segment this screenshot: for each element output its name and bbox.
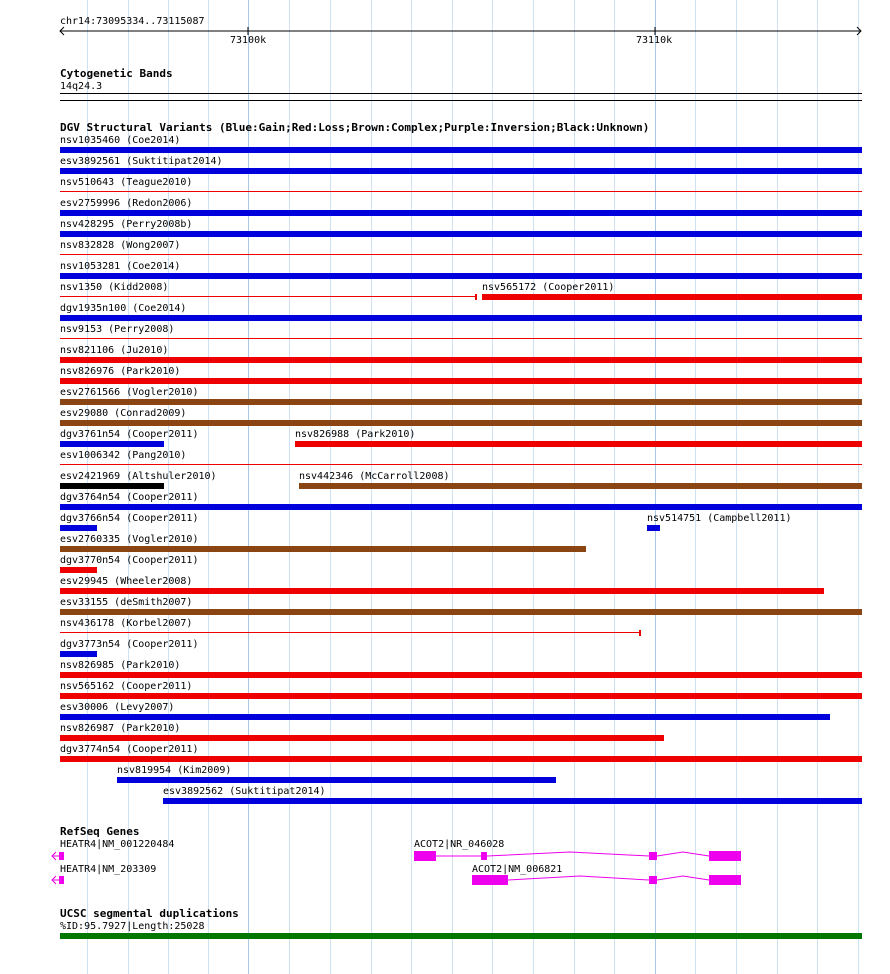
variant-label[interactable]: esv33155 (deSmith2007): [60, 597, 193, 608]
variant-label[interactable]: nsv514751 (Campbell2011): [647, 513, 792, 524]
variant-label[interactable]: esv2760335 (Vogler2010): [60, 534, 199, 545]
variant-label[interactable]: esv30006 (Levy2007): [60, 702, 175, 713]
variant-label[interactable]: nsv821106 (Ju2010): [60, 345, 169, 356]
variant-label[interactable]: nsv832828 (Wong2007): [60, 240, 181, 251]
variant-bar[interactable]: [163, 798, 862, 804]
variant-bar[interactable]: [60, 756, 862, 762]
variant-label[interactable]: dgv1935n100 (Coe2014): [60, 303, 187, 314]
gene-label[interactable]: ACOT2|NR_046028: [414, 839, 505, 850]
variant-bar[interactable]: [60, 210, 862, 216]
variant-bar[interactable]: [60, 609, 862, 615]
variant-bar[interactable]: [60, 231, 862, 237]
variant-bar[interactable]: [60, 420, 862, 426]
variant-label[interactable]: nsv819954 (Kim2009): [117, 765, 232, 776]
region-label: chr14:73095334..73115087: [60, 16, 205, 27]
cytoband-track-title: Cytogenetic Bands: [60, 67, 173, 80]
variant-label[interactable]: nsv565162 (Cooper2011): [60, 681, 193, 692]
segdup-bar[interactable]: [60, 933, 862, 939]
variant-bar[interactable]: [60, 168, 862, 174]
ruler-tick-label: 73110k: [636, 35, 673, 46]
gene-models[interactable]: [0, 846, 890, 891]
variant-label[interactable]: esv1006342 (Pang2010): [60, 450, 187, 461]
variant-label[interactable]: nsv1035460 (Coe2014): [60, 135, 181, 146]
variant-bar[interactable]: [299, 483, 862, 489]
variant-bar[interactable]: [60, 483, 164, 489]
gene-exon: [481, 852, 487, 860]
variant-bar[interactable]: [60, 338, 862, 339]
variant-label[interactable]: dgv3773n54 (Cooper2011): [60, 639, 199, 650]
variant-label[interactable]: nsv826988 (Park2010): [295, 429, 416, 440]
variant-bar[interactable]: [60, 588, 824, 594]
variant-bar[interactable]: [60, 315, 862, 321]
gene-intron: [487, 852, 649, 856]
variant-bar[interactable]: [60, 378, 862, 384]
variant-bar[interactable]: [60, 254, 862, 255]
variant-bar[interactable]: [60, 147, 862, 153]
variant-bar[interactable]: [60, 714, 830, 720]
variant-label[interactable]: nsv1053281 (Coe2014): [60, 261, 181, 272]
variant-label[interactable]: nsv9153 (Perry2008): [60, 324, 175, 335]
variant-label[interactable]: esv2421969 (Altshuler2010): [60, 471, 217, 482]
variant-endcap: [639, 630, 641, 636]
variant-bar[interactable]: [60, 672, 862, 678]
variant-label[interactable]: dgv3774n54 (Cooper2011): [60, 744, 199, 755]
gene-intron: [657, 852, 709, 856]
variant-bar[interactable]: [60, 525, 97, 531]
variant-label[interactable]: nsv826985 (Park2010): [60, 660, 181, 671]
variant-label[interactable]: esv29080 (Conrad2009): [60, 408, 187, 419]
variant-bar[interactable]: [60, 567, 97, 573]
variant-label[interactable]: nsv826976 (Park2010): [60, 366, 181, 377]
variant-bar[interactable]: [60, 399, 862, 405]
variant-bar[interactable]: [647, 525, 660, 531]
gene-intron: [657, 876, 709, 880]
cytoband-label: 14q24.3: [60, 81, 103, 92]
variant-bar[interactable]: [60, 296, 476, 297]
gene-exon: [709, 875, 741, 885]
variant-bar[interactable]: [60, 504, 862, 510]
gene-label[interactable]: HEATR4|NM_203309: [60, 864, 157, 875]
segdup-track-title: UCSC segmental duplications: [60, 907, 239, 920]
gene-label[interactable]: ACOT2|NM_006821: [472, 864, 563, 875]
variant-bar[interactable]: [60, 632, 640, 633]
variant-label[interactable]: nsv442346 (McCarroll2008): [299, 471, 450, 482]
variant-bar[interactable]: [60, 464, 862, 465]
variant-bar[interactable]: [60, 651, 97, 657]
variant-endcap: [475, 294, 477, 300]
variant-label[interactable]: nsv510643 (Teague2010): [60, 177, 193, 188]
segdup-label[interactable]: %ID:95.7927|Length:25028: [60, 921, 205, 932]
gene-exon: [649, 852, 657, 860]
variant-bar[interactable]: [60, 441, 164, 447]
variant-label[interactable]: esv2759996 (Redon2006): [60, 198, 193, 209]
variant-bar[interactable]: [60, 273, 862, 279]
gene-exon: [59, 876, 64, 884]
gene-exon: [709, 851, 741, 861]
variant-bar[interactable]: [60, 693, 862, 699]
variant-label[interactable]: nsv826987 (Park2010): [60, 723, 181, 734]
gene-exon: [414, 851, 436, 861]
variant-label[interactable]: nsv565172 (Cooper2011): [482, 282, 615, 293]
gene-intron: [508, 876, 649, 880]
variant-label[interactable]: dgv3766n54 (Cooper2011): [60, 513, 199, 524]
variant-bar[interactable]: [60, 546, 586, 552]
gene-label[interactable]: HEATR4|NM_001220484: [60, 839, 175, 850]
variant-bar[interactable]: [295, 441, 862, 447]
cytoband-line: [60, 100, 862, 101]
variant-label[interactable]: esv3892561 (Suktitipat2014): [60, 156, 223, 167]
variant-label[interactable]: nsv1350 (Kidd2008): [60, 282, 169, 293]
variant-label[interactable]: dgv3764n54 (Cooper2011): [60, 492, 199, 503]
variant-label[interactable]: esv2761566 (Vogler2010): [60, 387, 199, 398]
variant-bar[interactable]: [117, 777, 556, 783]
variant-label[interactable]: nsv428295 (Perry2008b): [60, 219, 193, 230]
variant-label[interactable]: nsv436178 (Korbel2007): [60, 618, 193, 629]
variant-label[interactable]: esv3892562 (Suktitipat2014): [163, 786, 326, 797]
variant-bar[interactable]: [482, 294, 862, 300]
cytoband-line: [60, 93, 862, 94]
variant-bar[interactable]: [60, 191, 862, 192]
ruler-axis: [0, 24, 890, 48]
ruler-tick-label: 73100k: [230, 35, 267, 46]
dgv-track-title: DGV Structural Variants (Blue:Gain;Red:Loss;Brown:Complex;Purple:Inversion;Black:Unknown): [60, 121, 650, 134]
gene-exon: [472, 875, 508, 885]
gene-exon: [59, 852, 64, 860]
variant-label[interactable]: dgv3770n54 (Cooper2011): [60, 555, 199, 566]
variant-bar[interactable]: [60, 357, 862, 363]
variant-label[interactable]: esv29945 (Wheeler2008): [60, 576, 193, 587]
variant-label[interactable]: dgv3761n54 (Cooper2011): [60, 429, 199, 440]
refseq-track-title: RefSeq Genes: [60, 825, 140, 838]
gene-exon: [649, 876, 657, 884]
variant-bar[interactable]: [60, 735, 664, 741]
